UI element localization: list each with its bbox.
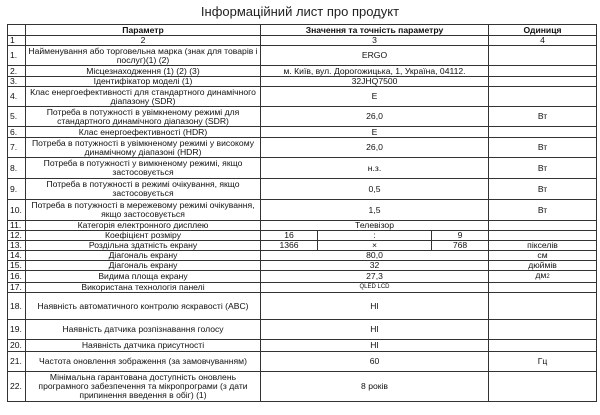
row-unit: Вт — [489, 200, 597, 221]
row-unit: Вт — [489, 179, 597, 200]
row-parameter: Діагональ екрану — [26, 261, 261, 271]
row-parameter: Наявність автоматичного контролю яскравості (ABC) — [26, 293, 261, 320]
row-value: м. Київ, вул. Дорогожицька, 1, Україна, 04112. — [261, 66, 489, 77]
row-parameter: Потреба в потужності в мережевому режимі очікування, якщо застосовується — [26, 200, 261, 221]
table-row — [8, 221, 597, 231]
header-unit: Одиниця — [489, 25, 597, 36]
row-parameter: Категорія електронного дисплею — [26, 221, 261, 231]
table-row — [8, 231, 597, 241]
row-value: 32 — [261, 261, 489, 271]
table-row — [8, 158, 597, 179]
row-value: 8 років — [261, 372, 489, 402]
table-row — [8, 352, 597, 372]
colnum-2: 2 — [26, 36, 261, 46]
row-value: н.з. — [261, 158, 489, 179]
row-parameter: Потреба в потужності у вимкненому режимі, якщо застосовується — [26, 158, 261, 179]
aspect-ratio-separator: : — [318, 231, 432, 241]
row-number: 21. — [8, 352, 26, 372]
table-row — [8, 138, 597, 158]
row-value: НІ — [261, 340, 489, 352]
row-unit: Гц — [489, 352, 597, 372]
row-number: 20. — [8, 340, 26, 352]
row-parameter: Мінімальна гарантована доступність оновлень програмного забезпечення та мікропрограми (з дати припинення введення в обіг) (1) — [26, 372, 261, 402]
table-row — [8, 340, 597, 352]
row-value: ERGO — [261, 46, 489, 66]
resolution-height: 768 — [432, 241, 489, 251]
table-row — [8, 293, 597, 320]
table-row — [8, 66, 597, 77]
row-value: 1,5 — [261, 200, 489, 221]
row-unit — [489, 77, 597, 87]
colnum-1: 1 — [8, 36, 26, 46]
row-unit: пікселів — [489, 241, 597, 251]
row-unit — [489, 271, 597, 283]
row-number: 7. — [8, 138, 26, 158]
row-unit — [489, 127, 597, 138]
header-value: Значення та точність параметру — [261, 25, 489, 36]
column-number-row — [8, 36, 597, 46]
row-parameter: Наявність датчика присутності — [26, 340, 261, 352]
row-number: 16. — [8, 271, 26, 283]
row-number: 19. — [8, 320, 26, 340]
row-value: НІ — [261, 293, 489, 320]
row-value: 60 — [261, 352, 489, 372]
row-number: 14. — [8, 251, 26, 261]
row-unit: Вт — [489, 158, 597, 179]
unit-base: дм — [535, 270, 547, 280]
row-number: 12. — [8, 231, 26, 241]
row-number: 9. — [8, 179, 26, 200]
table-row — [8, 283, 597, 293]
resolution-width: 1366 — [261, 241, 318, 251]
row-number: 2. — [8, 66, 26, 77]
row-unit — [489, 66, 597, 77]
table-row — [8, 200, 597, 221]
row-number: 4. — [8, 87, 26, 107]
row-number: 18. — [8, 293, 26, 320]
table-row — [8, 372, 597, 402]
row-parameter: Використана технологія панелі — [26, 283, 261, 293]
row-value: QLED LCD — [261, 283, 489, 293]
table-row — [8, 271, 597, 283]
table-row — [8, 77, 597, 87]
row-number: 5. — [8, 107, 26, 127]
aspect-ratio-height: 9 — [432, 231, 489, 241]
row-parameter: Роздільна здатність екрану — [26, 241, 261, 251]
row-value: E — [261, 127, 489, 138]
row-parameter: Діагональ екрану — [26, 251, 261, 261]
row-number: 8. — [8, 158, 26, 179]
table-row — [8, 87, 597, 107]
row-parameter: Потреба в потужності в увімкненому режимі для стандартного динамічного діапазону (SDR) — [26, 107, 261, 127]
table-row — [8, 251, 597, 261]
row-parameter: Найменування або торговельна марка (знак для товарів і послуг)(1) (2) — [26, 46, 261, 66]
row-unit — [489, 221, 597, 231]
row-value: Телевізор — [261, 221, 489, 231]
row-value: 26,0 — [261, 138, 489, 158]
row-value: 26,0 — [261, 107, 489, 127]
row-value: НІ — [261, 320, 489, 340]
row-number: 10. — [8, 200, 26, 221]
row-parameter: Частота оновлення зображення (за замовчуванням) — [26, 352, 261, 372]
resolution-separator: × — [318, 241, 432, 251]
row-unit: дюймів — [489, 261, 597, 271]
row-number: 11. — [8, 221, 26, 231]
table-row — [8, 241, 597, 251]
row-parameter: Ідентифікатор моделі (1) — [26, 77, 261, 87]
row-number: 13. — [8, 241, 26, 251]
row-parameter: Клас енергоефективності (HDR) — [26, 127, 261, 138]
table-row — [8, 46, 597, 66]
row-unit: Вт — [489, 107, 597, 127]
table-row — [8, 107, 597, 127]
table-row — [8, 320, 597, 340]
row-value: 27,3 — [261, 271, 489, 283]
row-unit: Вт — [489, 138, 597, 158]
row-parameter: Потреба в потужності в режимі очікування, якщо застосовується — [26, 179, 261, 200]
row-parameter: Коефіцієнт розміру — [26, 231, 261, 241]
row-unit — [489, 340, 597, 352]
row-value: E — [261, 87, 489, 107]
row-value: 80,0 — [261, 251, 489, 261]
row-parameter: Наявність датчика розпізнавання голосу — [26, 320, 261, 340]
row-value: 0,5 — [261, 179, 489, 200]
colnum-4: 4 — [489, 36, 597, 46]
row-number: 17. — [8, 283, 26, 293]
row-unit — [489, 231, 597, 241]
row-parameter: Видима площа екрану — [26, 271, 261, 283]
row-number: 15. — [8, 261, 26, 271]
row-unit — [489, 293, 597, 320]
row-number: 3. — [8, 77, 26, 87]
row-unit — [489, 87, 597, 107]
document-title: Інформаційний лист про продукт — [200, 4, 400, 19]
row-unit — [489, 46, 597, 66]
row-unit — [489, 320, 597, 340]
unit-superscript: 2 — [546, 274, 550, 280]
row-number: 6. — [8, 127, 26, 138]
colnum-3: 3 — [261, 36, 489, 46]
header-index — [8, 25, 26, 36]
row-parameter: Клас енергоефективності для стандартного динамічного діапазону (SDR) — [26, 87, 261, 107]
row-value: 32JHQ7500 — [261, 77, 489, 87]
row-number: 1. — [8, 46, 26, 66]
row-parameter: Потреба в потужності в увімкненому режимі у високому динамічному діапазоні (HDR) — [26, 138, 261, 158]
row-unit: см — [489, 251, 597, 261]
row-parameter: Місцезнаходження (1) (2) (3) — [26, 66, 261, 77]
table-header-row — [8, 25, 597, 36]
product-info-table — [7, 24, 597, 402]
table-row — [8, 261, 597, 271]
table-row — [8, 127, 597, 138]
row-number: 22. — [8, 372, 26, 402]
row-unit — [489, 372, 597, 402]
aspect-ratio-width: 16 — [261, 231, 318, 241]
table-row — [8, 179, 597, 200]
row-unit — [489, 283, 597, 293]
header-parameter: Параметр — [26, 25, 261, 36]
